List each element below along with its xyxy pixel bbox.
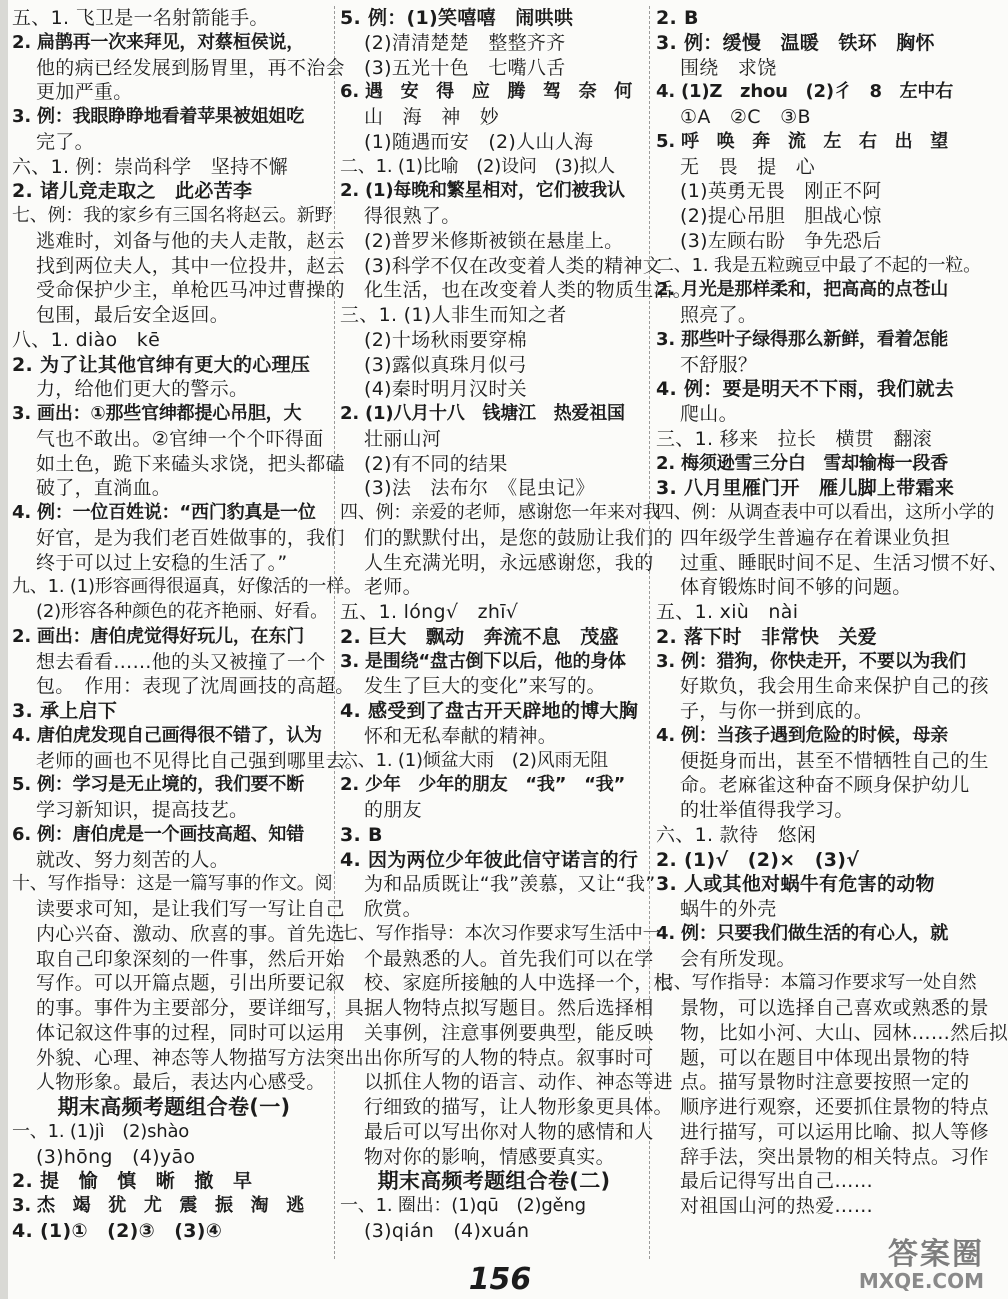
answer-line: 五、1. 飞卫是一名射箭能手。	[12, 7, 269, 29]
answer-line: 八、1. diào kē	[12, 328, 161, 351]
answer-line: 的朋友	[364, 799, 422, 821]
answer-line: 好官，是为我们老百姓做事的，我们	[36, 526, 345, 549]
answer-line: 2. 为了让其他官绅有更大的心理压	[12, 353, 311, 376]
answer-line: (2)清清楚楚 整整齐齐	[364, 31, 566, 54]
answer-line: 山 海 神 妙	[364, 106, 500, 128]
answer-line: 5. 例：学习是无止境的，我们要不断	[12, 774, 305, 796]
answer-line: 不舒服？	[680, 353, 758, 376]
answer-line: 3. 人或其他对蜗牛有危害的动物	[656, 873, 935, 896]
answer-line: 六、1. 款待 悠闲	[656, 823, 817, 846]
answer-line: 人生充满光明，永远感谢您，我的	[364, 551, 654, 574]
answer-line: 个最熟悉的人。首先我们可以在学	[364, 947, 654, 970]
answer-line: 照亮了。	[680, 304, 758, 326]
answer-line: 读要求可知，是让我们写一写让自己	[36, 898, 345, 920]
answer-line: 的事。事件为主要部分，要详细写，具	[36, 997, 365, 1019]
answer-line: 3. 杰 竭 犹 尤 震 振 淘 逃	[12, 1195, 305, 1216]
answer-line: 爬山。	[680, 403, 738, 425]
answer-line: 6. 例：唐伯虎是一个画技高超、知错	[12, 823, 305, 845]
answer-line: 力，给他们更大的警示。	[36, 378, 249, 401]
answer-line: 一、1. (1)jì (2)shào	[12, 1120, 190, 1142]
answer-line: 4. (1)Z zhou (2)彳 8 左中右	[656, 81, 954, 103]
answer-line: ①A ②C ③B	[680, 106, 811, 128]
answer-line: 得很熟了。	[364, 205, 461, 227]
answer-line: 二、1. 我是五粒豌豆中最了不起的一粒。	[656, 254, 981, 276]
answer-line: 命。老麻雀这种奋不顾身保护幼儿	[680, 774, 970, 797]
answer-line: 外貌、心理、神态等人物描写方法突出	[36, 1046, 365, 1069]
answer-line: 围绕 求饶	[680, 56, 777, 79]
answer-line: 七、写作指导：本次习作要求写生活中一	[340, 922, 661, 944]
answer-column-right	[656, 6, 1008, 1219]
answer-line: 6. 遇 安 得 应 腾 驾 奈 何	[340, 81, 633, 103]
answer-line: 更加严重。	[36, 81, 133, 104]
answer-line: 受命保护少主，单枪匹马冲过曹操的	[36, 279, 345, 302]
answer-line: 题，可以在题目中体现出景物的特	[680, 1046, 970, 1069]
answer-line: 六、1. 例：崇尚科学 坚持不懈	[12, 155, 288, 178]
answer-line: 2. 画出：唐伯虎觉得好玩儿，在东门	[12, 625, 305, 647]
answer-line: (3)五光十色 七嘴八舌	[364, 56, 566, 79]
answer-line: 学习新知识，提高技艺。	[36, 799, 249, 821]
answer-line: 终于可以过上安稳的生活了。”	[36, 551, 288, 574]
answer-line: 物对你的影响，情感要真实。	[364, 1145, 615, 1168]
answer-line: 进行描写，可以运用比喻、拟人等修	[680, 1120, 989, 1143]
answer-line: 的壮举值得我学习。	[680, 799, 854, 821]
answer-line: 四、例：从调查表中可以看出，这所小学的	[656, 502, 995, 523]
answer-line: 5. 例：(1)笑嘻嘻 闹哄哄	[340, 7, 574, 29]
answer-line: 2. 诸儿竞走取之 此必苦李	[12, 180, 253, 203]
answer-line: 2. 扁鹊再一次来拜见，对蔡桓侯说，	[12, 31, 305, 53]
answer-line: 老师。	[364, 576, 422, 599]
answer-line: 出你所写的人物的特点。叙事时可	[364, 1046, 654, 1069]
answer-line: 3. B	[340, 823, 383, 846]
answer-line: 2. 提 愉 慎 晰 撤 早	[12, 1170, 253, 1193]
answer-line: 包围，最后安全返回。	[36, 304, 230, 326]
answer-line: 们的默默付出，是您的鼓励让我们的	[364, 526, 673, 549]
answer-line: (2)普罗米修斯被锁在悬崖上。	[364, 229, 624, 252]
answer-line: 二、1. (1)比喻 (2)设问 (3)拟人	[340, 155, 615, 177]
answer-line: 辞手法，突出景物的相关特点。习作	[680, 1145, 989, 1168]
answer-line: 行细致的描写，让人物形象更具体。	[364, 1096, 673, 1118]
answer-line: 2. (1)八月十八 钱塘江 热爱祖国	[340, 403, 625, 424]
answer-line: (1)随遇而安 (2)人山人海	[364, 130, 594, 153]
answer-line: 2. 巨大 飘动 奔流不息 茂盛	[340, 625, 619, 648]
answer-line: 最后可以写出你对人物的感情和人	[364, 1120, 654, 1143]
answer-line: (2)形容各种颜色的花齐艳丽、好看。	[36, 601, 328, 622]
answer-line: 蜗牛的外壳	[680, 898, 777, 920]
answer-line: (2)十场秋雨要穿棉	[364, 328, 527, 351]
answer-line: 3. 例：猎狗，你快走开，不要以为我们	[656, 650, 966, 672]
section-heading: 期末高频考题组合卷(二)	[377, 1169, 611, 1194]
answer-line: 九、1. (1)形容画得很逼真，好像活的一样。	[12, 576, 362, 598]
answer-line: 2. 少年 少年的朋友 “我” “我”	[340, 774, 626, 796]
watermark-url: MXQE.COM	[858, 1269, 984, 1293]
answer-line: 会有所发现。	[680, 947, 796, 970]
answer-line: 五、1. lóng√ zhī√	[340, 601, 519, 623]
answer-line: 点。描写景物时注意要按照一定的	[680, 1071, 970, 1094]
answer-line: 化生活，也在改变着人类的物质生活。	[364, 279, 693, 302]
answer-line: 三、1. 移来 拉长 横贯 翻滚	[656, 427, 932, 450]
answer-line: 校、家庭所接触的人中选择一个，根	[364, 972, 673, 995]
section-heading: 期末高频考题组合卷(一)	[57, 1095, 291, 1119]
page-binding-edge	[0, 0, 8, 1299]
answer-line: 体育锻炼时间不够的问题。	[680, 576, 912, 599]
answer-line: 3. 例：我眼睁睁地看着苹果被姐姐吃	[12, 106, 305, 127]
answer-line: 四、例：亲爱的老师，感谢您一年来对我	[340, 502, 661, 523]
answer-line: 物，比如小河、大山、园林……然后拟	[680, 1021, 1008, 1044]
answer-line: 为和品质既让“我”羡慕，又让“我”	[364, 873, 656, 896]
answer-line: 4. 例：只要我们做生活的有心人，就	[656, 922, 949, 944]
answer-line: 2. 落下时 非常快 关爱	[656, 625, 877, 648]
answer-line: 体记叙这件事的过程，同时可以运用	[36, 1021, 345, 1044]
answer-line: (1)英勇无畏 刚正不阿	[680, 180, 882, 203]
answer-line: 2. 月光是那样柔和，把高高的点苍山	[656, 279, 949, 301]
answer-line: 包。 作用：表现了沈周画技的高超。	[36, 675, 355, 698]
answer-line: 4. 例：当孩子遇到危险的时候，母亲	[656, 724, 949, 746]
answer-line: 发生了巨大的变化”来写的。	[364, 675, 606, 698]
answer-line: 2. (1)每晚和繁星相对，它们被我认	[340, 180, 625, 202]
answer-line: 想去看看……他的头又被撞了一个	[36, 650, 326, 673]
answer-line: 3. 八月里雁门开 雁儿脚上带霜来	[656, 477, 955, 500]
answer-line: 找到两位夫人，其中一位投井，赵云	[36, 254, 345, 277]
answer-line: 七、写作指导：本篇习作要求写一处自然	[656, 972, 977, 994]
answer-line: 取自己印象深刻的一件事，然后开始	[36, 947, 345, 970]
answer-line: 五、1. xiù nài	[656, 601, 799, 623]
answer-line: 破了，直淌血。	[36, 477, 172, 500]
watermark-logo	[810, 1229, 990, 1293]
answer-line: 老师的画也不见得比自己强到哪里去。	[36, 749, 365, 772]
answer-line: 以抓住人物的语言、动作、神态等进	[364, 1071, 673, 1094]
answer-line: 内心兴奋、激动、欣喜的事。首先选	[36, 922, 345, 945]
answer-line: 对祖国山河的热爱……	[680, 1195, 874, 1217]
answer-line: 完了。	[36, 130, 94, 153]
answer-line: 3. 画出：①那些官绅都提心吊胆，大	[12, 403, 302, 424]
answer-line: 3. 那些叶子绿得那么新鲜，看着怎能	[656, 328, 949, 350]
answer-line: (3)科学不仅在改变着人类的精神文	[364, 254, 663, 277]
answer-line: 就改、努力刻苦的人。	[36, 848, 230, 871]
answer-line: 好欺负，我会用生命来保护自己的孩	[680, 675, 989, 698]
answer-line: 3. 承上启下	[12, 700, 118, 722]
answer-line: 过重、睡眠时间不足、生活习惯不好、	[680, 551, 1008, 574]
answer-line: 4. 例：一位百姓说：“西门豹真是一位	[12, 502, 316, 523]
column-divider	[334, 6, 335, 1259]
answer-line: 四年级学生普遍存在着课业负担	[680, 526, 951, 549]
answer-line: 写作。可以开篇点题，引出所要记叙	[36, 972, 345, 995]
answer-line: 景物，可以选择自己喜欢或熟悉的景	[680, 997, 989, 1019]
answer-line: 关事例，注意事例要典型，能反映	[364, 1021, 654, 1044]
answer-line: 十、写作指导：这是一篇写事的作文。阅	[12, 873, 333, 895]
answer-line: 最后记得写出自己……	[680, 1170, 874, 1193]
answer-line: 据人物特点拟写题目。然后选择相	[364, 997, 654, 1019]
answer-line: 如土色，跪下来磕头求饶，把头都磕	[36, 452, 345, 475]
answer-line: (2)有不同的结果	[364, 452, 508, 475]
answer-line: 七、例：我的家乡有三国名将赵云。新野	[12, 205, 333, 226]
answer-line: 4. 感受到了盘古开天辟地的博大胸	[340, 700, 639, 722]
answer-line: (3)qián (4)xuán	[364, 1219, 530, 1242]
answer-line: (3)法 法布尔 《昆虫记》	[364, 477, 595, 500]
answer-line: (2)提心吊胆 胆战心惊	[680, 205, 882, 227]
answer-line: 4. 因为两位少年彼此信守诺言的行	[340, 848, 639, 871]
watermark-title: 答案圈	[888, 1237, 984, 1272]
answer-line: 他的病已经发展到肠胃里，再不治会	[36, 56, 345, 79]
answer-line: 2. (1)√ (2)× (3)√	[656, 848, 860, 871]
answer-line: (4)秦时明月汉时关	[364, 378, 527, 401]
answer-line: 顺序进行观察，还要抓住景物的特点	[680, 1096, 989, 1118]
answer-line: 5. 呼 唤 奔 流 左 右 出 望	[656, 130, 949, 152]
answer-line: 4. (1)① (2)③ (3)④	[12, 1219, 223, 1242]
answer-line: 逃难时，刘备与他的夫人走散，赵云	[36, 229, 345, 252]
answer-line: 三、1. (1)人非生而知之者	[340, 304, 567, 326]
answer-line: 无 畏 提 心	[680, 155, 816, 178]
answer-line: (3)左顾右盼 争先恐后	[680, 229, 882, 252]
answer-line: 3. 例：缓慢 温暖 铁环 胸怀	[656, 31, 935, 54]
answer-line: (3)hōng (4)yāo	[36, 1145, 196, 1168]
answer-line: 3. 是围绕“盘古倒下以后，他的身体	[340, 650, 626, 672]
answer-line: 2. 梅须逊雪三分白 雪却输梅一段香	[656, 452, 949, 474]
answer-line: 4. 例：要是明天不下雨，我们就去	[656, 378, 955, 401]
answer-line: 子，与你一拼到底的。	[680, 700, 874, 722]
answer-line: 2. B	[656, 7, 699, 29]
answer-line: 欣赏。	[364, 898, 422, 920]
page-number: 156	[468, 1262, 532, 1297]
answer-line: 人物形象。最后，表达内心感受。	[36, 1071, 326, 1094]
answer-line: 一、1. 圈出：(1)qū (2)gěng	[340, 1195, 586, 1216]
answer-line: 怀和无私奉献的精神。	[364, 724, 558, 747]
answer-line: (3)露似真珠月似弓	[364, 353, 527, 376]
answer-line: 便挺身而出，甚至不惜牺牲自己的生	[680, 749, 989, 772]
answer-line: 六、1. (1)倾盆大雨 (2)风雨无阻	[340, 749, 608, 771]
answer-line: 气也不敢出。②官绅一个个吓得面	[36, 427, 324, 450]
answer-line: 壮丽山河	[364, 427, 442, 450]
answer-line: 4. 唐伯虎发现自己画得很不错了，认为	[12, 724, 322, 746]
